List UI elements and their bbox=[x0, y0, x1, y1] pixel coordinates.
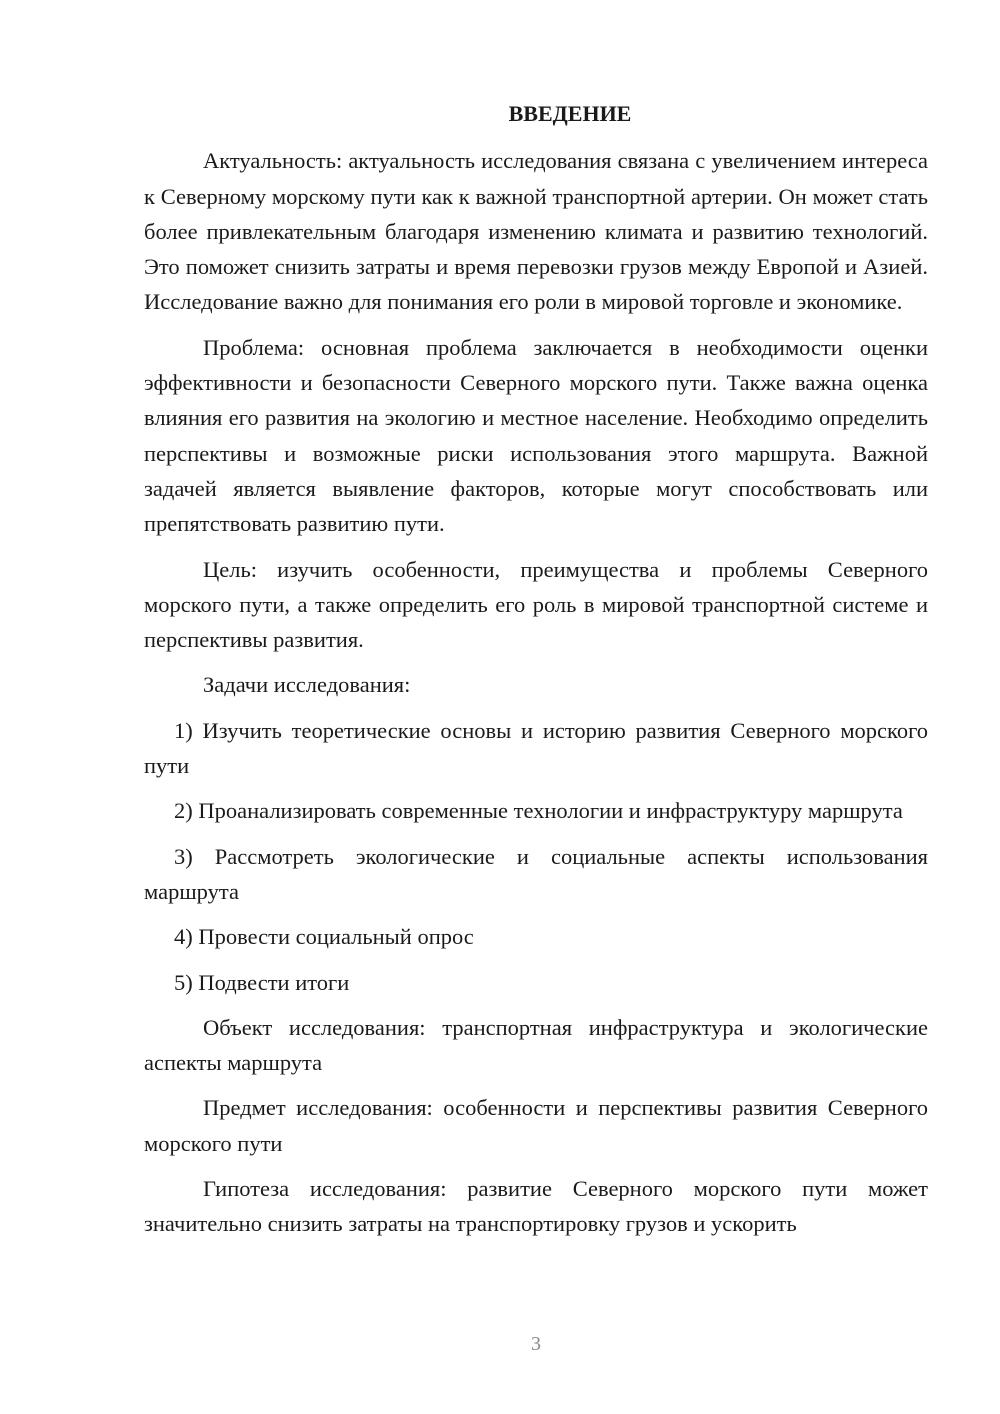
task-item-2: 2) Проанализировать современные технологии и инфраструктуру маршрута bbox=[174, 798, 903, 824]
task-item-5: 5) Подвести итоги bbox=[174, 969, 350, 995]
paragraph-relevance: Актуальность: актуальность исследования связана с увеличением интереса к Северному морскому пути как к важной транспортной артерии. Он может стать более привлекательным благодаря изменению климата и развитию технологий. Это поможет снизить затраты и время перевозки грузов между Европой и Азией. Исследование важно для понимания его роли в мировой торговле и экономике. bbox=[144, 148, 928, 315]
page-number: 3 bbox=[531, 1333, 541, 1355]
paragraph-hypothesis: Гипотеза исследования: развитие Северного морского пути может значительно снизить затраты на транспортировку грузов и ускорить bbox=[144, 1176, 928, 1237]
task-item-1: 1) Изучить теоретические основы и историю развития Северного морского пути bbox=[144, 717, 928, 779]
paragraph-tasks-heading: Задачи исследования: bbox=[203, 672, 411, 698]
task-item-4: 4) Провести социальный опрос bbox=[174, 924, 474, 950]
document-body bbox=[144, 96, 928, 1252]
section-heading: ВВЕДЕНИЕ bbox=[508, 101, 632, 126]
paragraph-goal: Цель: изучить особенности, преимущества и проблемы Северного морского пути, а также определить его роль в мировой транспортной системе и перспективы развития. bbox=[144, 556, 928, 653]
paragraph-problem: Проблема: основная проблема заключается в необходимости оценки эффективности и безопасности Северного морского пути. Также важна оценка влияния его развития на экологию и местное население. Необходимо определить перспективы и возможные риски использования этого маршрута. Важной задачей является выявление факторов, которые могут способствовать или препятствовать развитию пути. bbox=[144, 334, 928, 537]
paragraph-object: Объект исследования: транспортная инфраструктура и экологические аспекты маршрута bbox=[144, 1014, 928, 1076]
paragraph-subject: Предмет исследования: особенности и перспективы развития Северного морского пути bbox=[144, 1095, 928, 1156]
task-item-3: 3) Рассмотреть экологические и социальные аспекты использования маршрута bbox=[144, 843, 928, 904]
